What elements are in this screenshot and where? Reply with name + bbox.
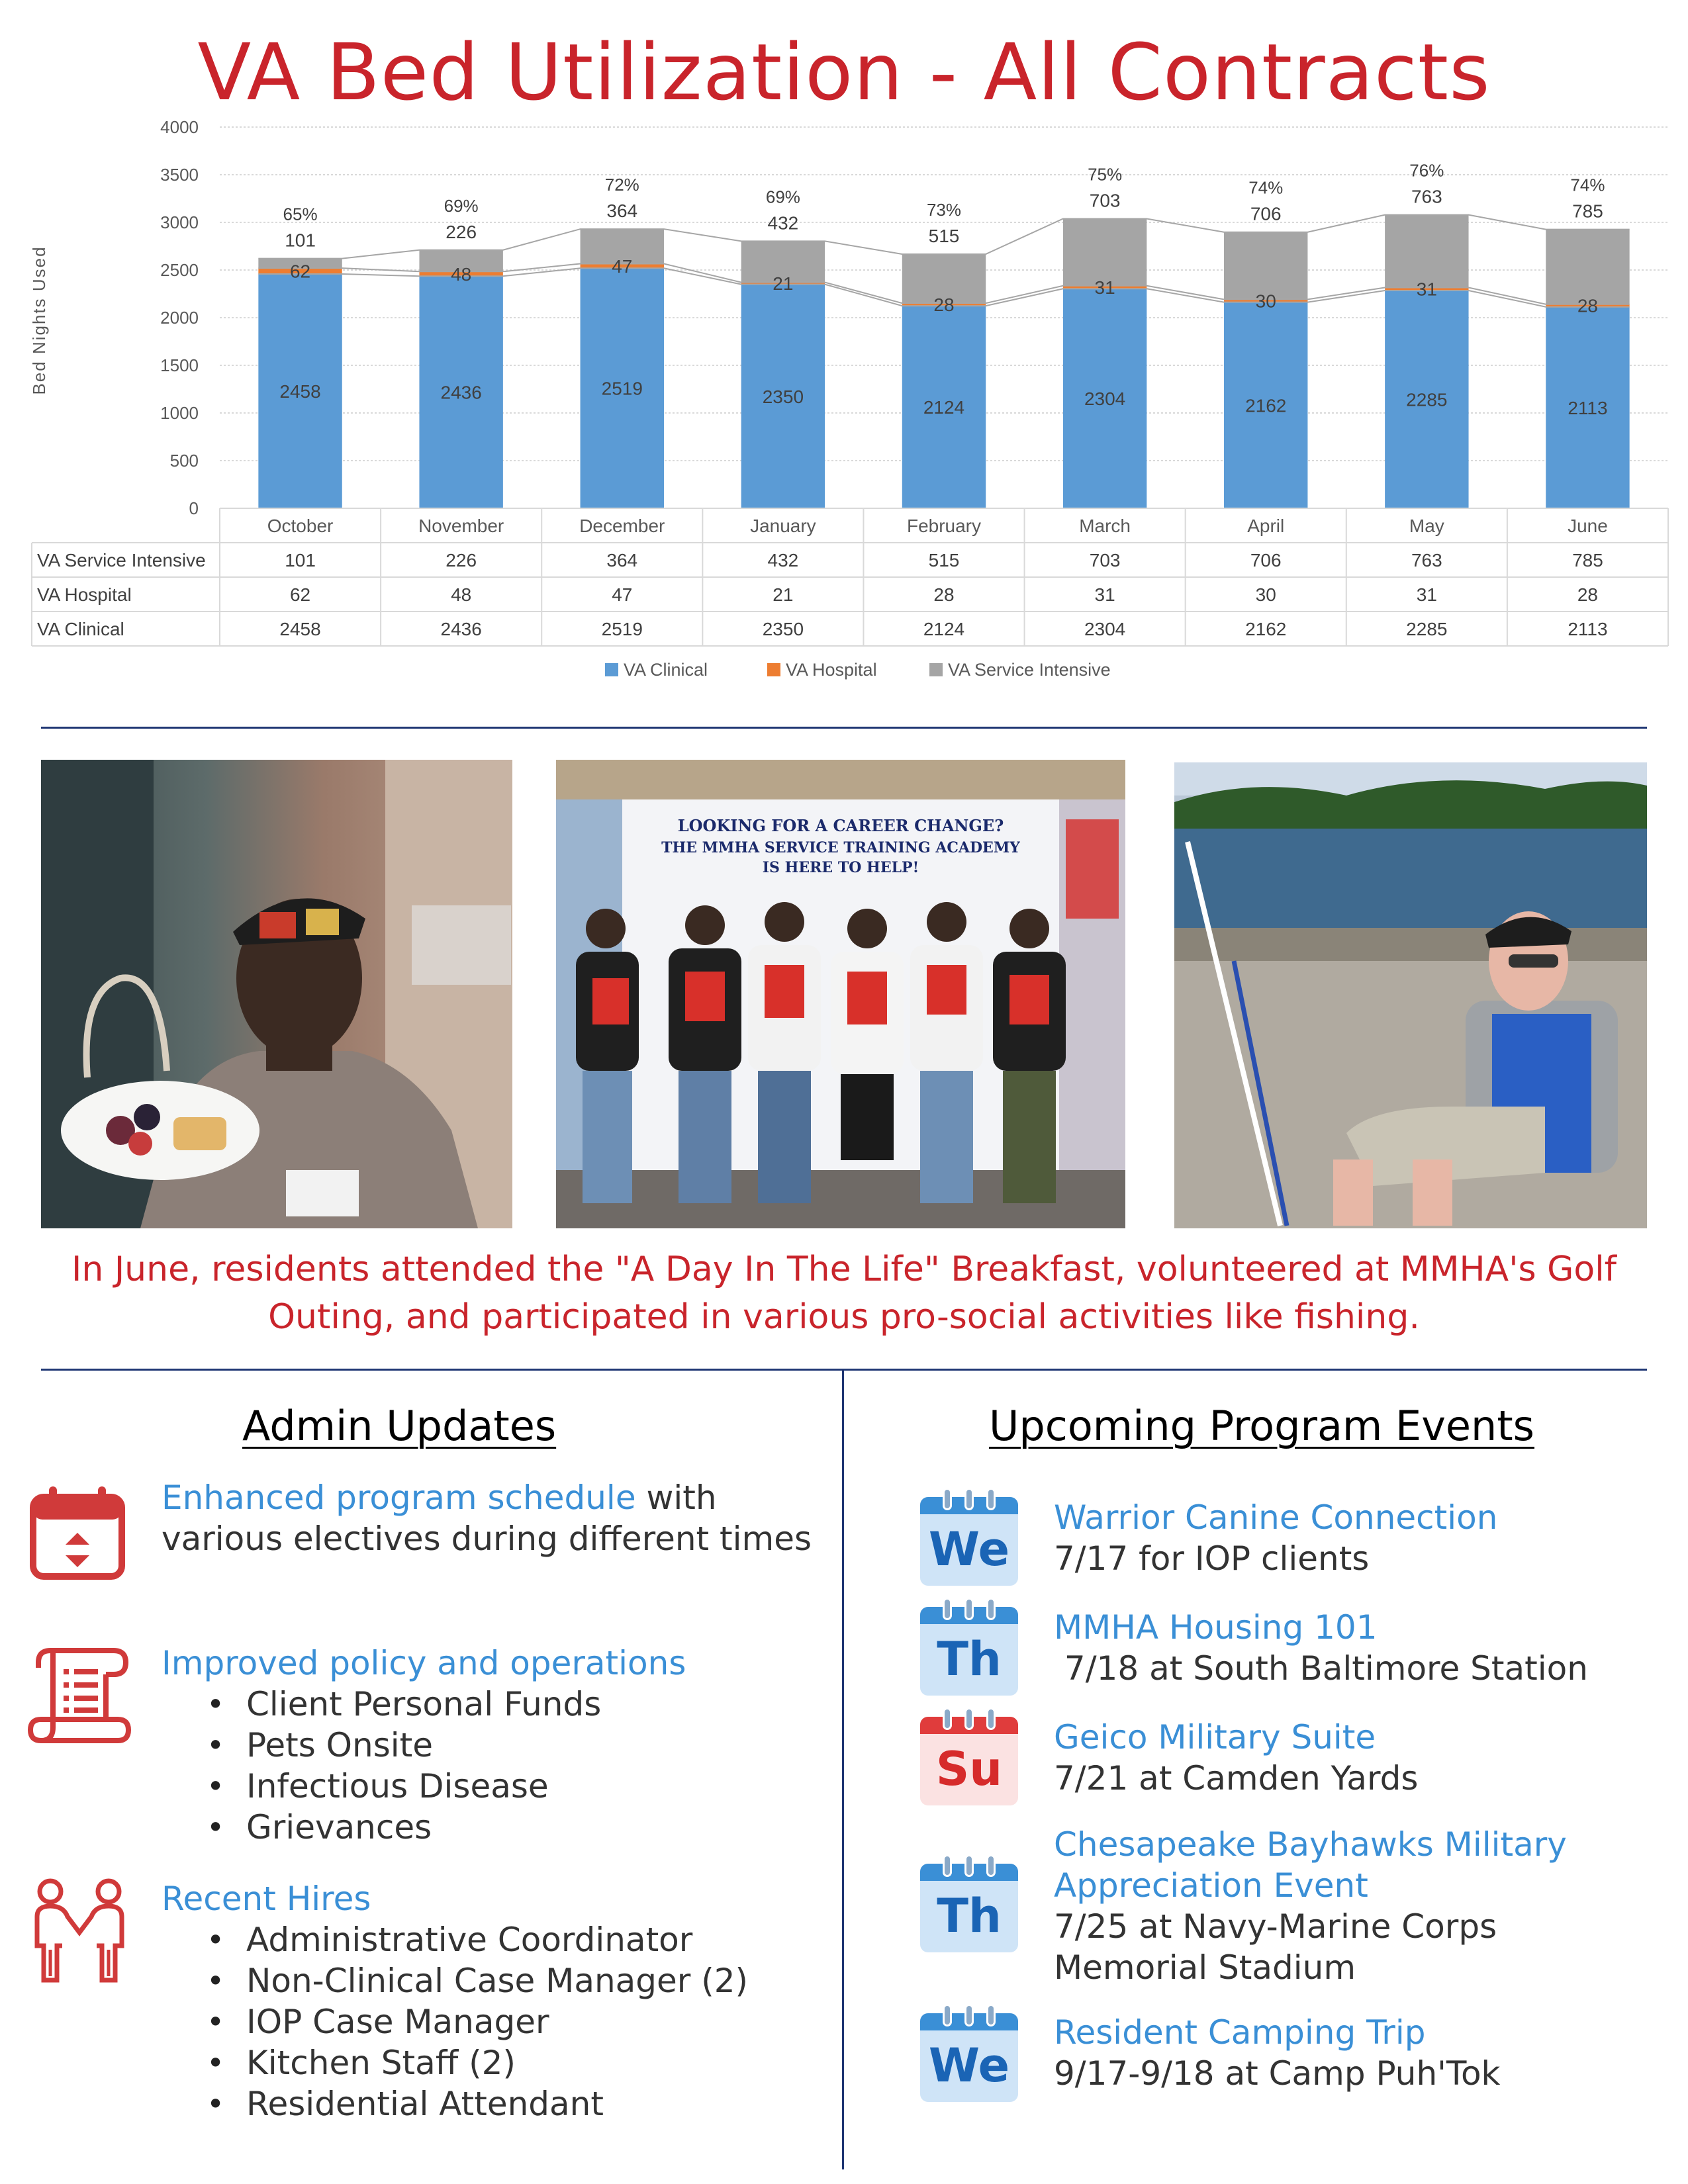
schedule-rest: various electives during different times [162,1520,812,1558]
data-label-va-clinical: 2285 [1406,389,1448,410]
table-cell: 31 [1416,584,1437,605]
bed-utilization-chart [0,0,1688,695]
handshake-people-icon [26,1877,132,1983]
data-label-va-hospital: 28 [1577,295,1599,316]
table-cell: 2458 [279,619,321,639]
data-label-va-service-intensive: 364 [606,201,638,222]
table-row-label: VA Clinical [37,619,124,639]
photo-caption: In June, residents attended the "A Day In The Life" Breakfast, volunteered at MMHA's Golf Outing, and participated in various pro-social activities like fishing. [71,1250,1617,1337]
y-tick-label: 1500 [160,355,199,375]
event-detail: 7/25 at Navy-Marine Corps Memorial Stadium [1054,1907,1497,1987]
percent-label: 74% [1570,175,1605,195]
table-cell: 30 [1255,584,1276,605]
data-label-va-hospital: 21 [773,273,794,295]
bar-va-service-intensive [1063,219,1147,286]
table-cell: 226 [445,550,477,570]
x-tick-label: January [750,516,816,536]
table-row-label: VA Hospital [37,584,132,605]
event-detail: 7/18 at South Baltimore Station [1054,1649,1588,1688]
list-item: • Pets Onsite [207,1725,823,1766]
data-label-va-service-intensive: 226 [445,221,477,242]
calendar-day: We [928,1522,1010,1576]
section-divider-top [41,727,1647,729]
data-label-va-hospital: 28 [933,295,955,316]
column-divider [842,1369,844,2169]
x-tick-label: June [1568,516,1608,536]
legend-entry: VA Service Intensive [948,660,1111,680]
y-tick-label: 2000 [160,308,199,328]
list-item: • Grievances [207,1807,823,1848]
data-label-va-hospital: 47 [612,255,633,277]
photo-fishing [1174,762,1647,1228]
event-detail: 7/17 for IOP clients [1054,1539,1370,1578]
photo-breakfast [41,760,512,1228]
data-label-va-hospital: 31 [1094,277,1115,298]
x-tick-label: March [1079,516,1131,536]
table-cell: 2113 [1568,619,1608,639]
percent-label: 75% [1088,164,1123,185]
percent-label: 72% [604,175,639,195]
table-cell: 21 [773,584,794,605]
list-item: • IOP Case Manager [207,2001,823,2042]
event-housing-101 [1054,1607,1650,1689]
bar-va-service-intensive [1385,215,1468,288]
bar-va-service-intensive [1224,232,1307,300]
table-cell: 432 [767,550,799,570]
calendar-day: Th [937,1889,1002,1943]
data-label-va-service-intensive: 703 [1089,190,1121,211]
event-title: Warrior Canine Connection [1054,1498,1498,1537]
data-label-va-clinical: 2162 [1245,395,1287,416]
banner-line-1: LOOKING FOR A CAREER CHANGE? [677,816,1004,835]
event-title: MMHA Housing 101 [1054,1608,1378,1647]
calendar-icon [920,2004,1018,2102]
event-title: Resident Camping Trip [1054,2013,1426,2052]
data-label-va-service-intensive: 763 [1411,186,1442,207]
table-cell: 2124 [923,619,965,639]
schedule-title: Enhanced program schedule [162,1479,636,1517]
y-tick-label: 1000 [160,403,199,423]
table-cell: 28 [933,584,955,605]
percent-label: 69% [765,187,800,207]
data-label-va-clinical: 2458 [279,381,321,402]
banner-line-2: THE MMHA SERVICE TRAINING ACADEMY [661,839,1020,856]
y-tick-label: 500 [169,451,199,471]
x-tick-label: April [1247,516,1285,536]
y-axis-title: Bed Nights Used [29,246,49,395]
legend-swatch [929,663,943,676]
legend-swatch [605,663,618,676]
schedule-inline: with [635,1479,717,1517]
list-item: • Administrative Coordinator [207,1919,823,1960]
y-tick-label: 3000 [160,212,199,232]
event-geico-suite [1054,1717,1650,1799]
x-tick-label: December [579,516,665,536]
table-cell: 28 [1577,584,1599,605]
data-label-va-hospital: 62 [289,261,311,282]
table-cell: 364 [606,550,638,570]
data-label-va-service-intensive: 706 [1250,203,1282,224]
table-cell: 31 [1094,584,1115,605]
y-tick-label: 3500 [160,165,199,185]
data-label-va-hospital: 30 [1255,291,1276,312]
list-item: • Kitchen Staff (2) [207,2042,823,2083]
legend-swatch [767,663,780,676]
admin-policy [162,1643,823,1848]
calendar-day: We [928,2038,1010,2093]
page-title: VA Bed Utilization - All Contracts [197,26,1491,118]
x-tick-label: February [906,516,982,536]
data-label-va-hospital: 31 [1416,279,1437,300]
y-tick-label: 2500 [160,260,199,280]
events-heading: Upcoming Program Events [989,1402,1534,1450]
calendar-icon [26,1481,128,1583]
admin-schedule [162,1477,823,1559]
table-cell: 101 [285,550,316,570]
table-cell: 62 [289,584,311,605]
calendar-day: Th [937,1632,1002,1686]
calendar-icon [920,1488,1018,1586]
percent-label: 69% [444,195,479,216]
x-tick-label: November [418,516,504,536]
x-tick-label: May [1409,516,1444,536]
percent-label: 74% [1248,177,1284,198]
x-tick-label: October [267,516,334,536]
table-cell: 515 [928,550,960,570]
table-cell: 2519 [601,619,643,639]
table-cell: 2350 [762,619,804,639]
data-label-va-clinical: 2113 [1568,397,1608,418]
y-tick-label: 0 [189,498,199,518]
table-cell: 2162 [1245,619,1287,639]
event-warrior-canine [1054,1497,1650,1579]
data-label-va-clinical: 2519 [601,378,643,399]
admin-hires [162,1878,823,2124]
table-cell: 785 [1572,550,1603,570]
admin-updates-heading: Admin Updates [242,1402,557,1450]
policy-list [207,1684,823,1848]
table-cell: 48 [451,584,472,605]
event-title: Geico Military Suite [1054,1718,1376,1756]
legend-entry: VA Clinical [624,660,708,680]
policy-title: Improved policy and operations [162,1644,686,1682]
schedule-text [162,1477,823,1559]
event-camping-trip [1054,2012,1650,2094]
list-item: • Residential Attendant [207,2083,823,2124]
calendar-day: Su [935,1742,1003,1796]
data-label-va-service-intensive: 785 [1572,201,1603,222]
scroll-icon [26,1641,131,1747]
data-label-va-clinical: 2350 [762,386,804,407]
percent-label: 76% [1409,160,1444,181]
table-row-label: VA Service Intensive [37,550,206,570]
section-divider-middle [41,1369,1647,1371]
table-cell: 2304 [1084,619,1126,639]
list-item: • Infectious Disease [207,1766,823,1807]
event-detail: 9/17-9/18 at Camp Puh'Tok [1054,2054,1501,2093]
hires-title: Recent Hires [162,1880,371,1918]
data-label-va-clinical: 2124 [923,397,965,418]
banner-line-3: IS HERE TO HELP! [762,859,919,876]
hires-list [207,1919,823,2124]
table-cell: 2285 [1406,619,1448,639]
calendar-icon [920,1598,1018,1696]
percent-label: 65% [283,204,318,224]
table-cell: 706 [1250,550,1282,570]
bar-va-service-intensive [1546,230,1629,304]
percent-label: 73% [926,199,962,220]
calendar-icon [920,1854,1018,1952]
photo-training-academy [556,760,1125,1228]
event-detail: 7/21 at Camden Yards [1054,1759,1419,1797]
data-label-va-service-intensive: 432 [767,212,799,234]
table-cell: 703 [1089,550,1121,570]
data-label-va-service-intensive: 101 [285,230,316,251]
data-label-va-clinical: 2436 [440,382,482,403]
event-title: Chesapeake Bayhawks Military Appreciation Event [1054,1825,1567,1905]
table-cell: 763 [1411,550,1442,570]
legend-entry: VA Hospital [786,660,877,680]
table-cell: 2436 [440,619,482,639]
list-item: • Non-Clinical Case Manager (2) [207,1960,823,2001]
data-label-va-hospital: 48 [451,263,472,285]
list-item: • Client Personal Funds [207,1684,823,1725]
event-bayhawks [1054,1824,1636,1988]
y-tick-label: 4000 [160,117,199,137]
table-cell: 47 [612,584,633,605]
calendar-icon [920,1707,1018,1805]
data-label-va-clinical: 2304 [1084,388,1126,410]
data-label-va-service-intensive: 515 [928,225,960,246]
